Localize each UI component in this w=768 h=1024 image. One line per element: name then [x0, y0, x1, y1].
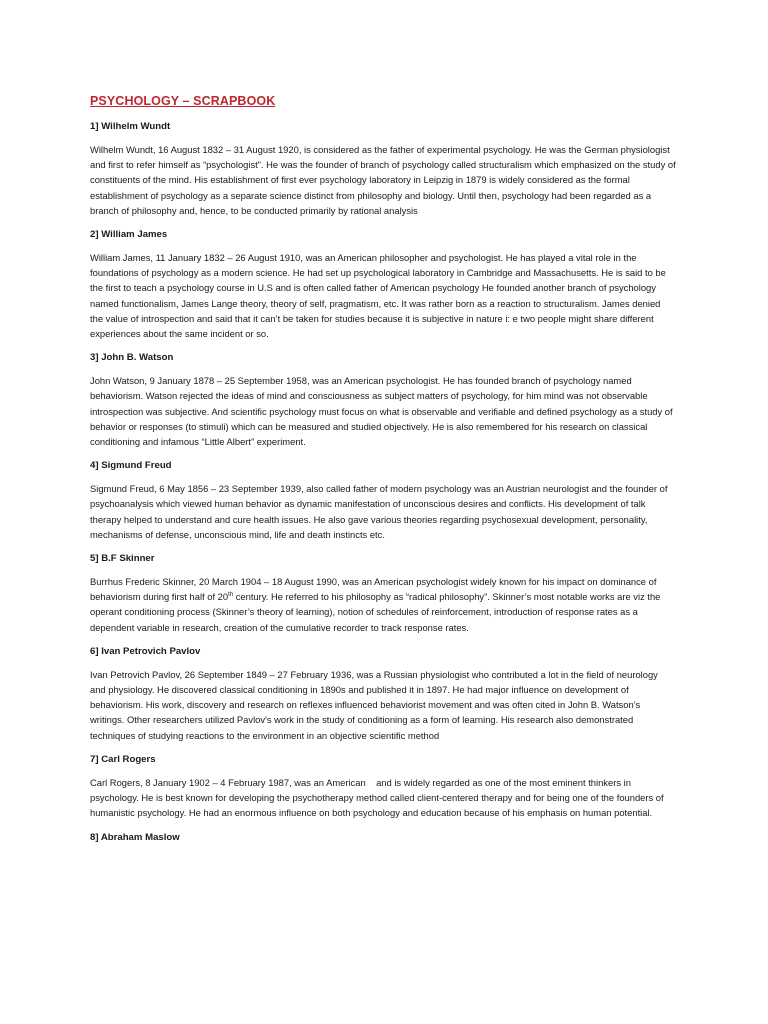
- section-maslow: [90, 832, 676, 843]
- document-title: PSYCHOLOGY – SCRAPBOOK: [90, 94, 276, 108]
- section-body: Ivan Petrovich Pavlov, 26 September 1849 – 27 February 1936, was a Russian physiologist who contributed a lot in the field of neurology and physiology. He discovered classical conditioning in 1890s and published it in 1897. He had major influence on development of behaviorism. His work, discovery and research on reflexes influenced behaviorist movement and was often cited in John B. Watson's writings. Other researchers utilized Pavlov's work in the study of conditioning as a form of learning. His research also demonstrated techniques of studying reactions to the environment in an objective scientific method: [90, 668, 658, 741]
- section-heading: 6] Ivan Petrovich Pavlov: [90, 645, 201, 657]
- section-pavlov: [90, 646, 676, 743]
- ordinal-suffix: th: [228, 592, 234, 599]
- section-watson: [90, 352, 676, 449]
- section-skinner: [90, 553, 676, 635]
- section-heading: 8] Abraham Maslow: [90, 831, 180, 843]
- section-heading: 2] William James: [90, 229, 168, 241]
- section-body: William James, 11 January 1832 – 26 August 1910, was an American philosopher and psychologist. He has played a vital role in the foundations of psychology as a modern science. He had set up psychological laboratory in Cambridge and Massachusetts. He is said to be the first to teach a psychology course in U.S and is often called father of American psychology He founded another branch of psychology named functionalism, James Lange theory, theory of self, pragmatism, etc. It was rather born as a reaction to structuralism. James denied the value of introspection and said that it can’t be taken for studies because it is subjective in nature i: e two people might share different experiences about the same incident or so.: [90, 252, 666, 340]
- section-heading: 4] Sigmund Freud: [90, 460, 172, 472]
- section-heading: 7] Carl Rogers: [90, 753, 156, 765]
- section-body: Wilhelm Wundt, 16 August 1832 – 31 August 1920, is considered as the father of experimental psychology. He was the German physiologist and first to refer himself as “psychologist”. He was the founder of branch of psychology called structuralism which emphasized on the study of constituents of the mind. His establishment of first ever psychology laboratory in Leipzig in 1879 is widely considered as the formal establishment of psychology as a separate science distinct from philosophy and biology. Until then, psychology had been regarded as a branch of philosophy and, hence, to be conducted primarily by rational analysis: [90, 144, 676, 216]
- body-text: century. He referred to his philosophy as “radical philosophy”. Skinner’s most notable works are viz the operant conditioning process (Skinner’s theory of learning), notion of schedules of reinforcement, introduction of response rates as a dependent variable in research, creation of the cumulative recorder to track response rates.: [90, 591, 661, 633]
- section-body: John Watson, 9 January 1878 – 25 September 1958, was an American psychologist. He has founded branch of psychology named behaviorism. Watson rejected the ideas of mind and consciousness as subject matters of psychology, for him mind was not observable introspection was subjective. And scientific psychology must focus on what is observable and verifiable and defined psychology as a study of behavior or responses (to stimuli) which can be measured and studied objectively. He is also remembered for his research on classical conditioning and infamous “Little Albert” experiment.: [90, 375, 673, 448]
- section-heading: 3] John B. Watson: [90, 352, 174, 364]
- section-body: Carl Rogers, 8 January 1902 – 4 February 1987, was an American and is widely regarded as one of the most eminent thinkers in psychology. He is best known for developing the psychotherapy method called client-centered therapy and for being one of the founders of humanistic psychology. He had an enormous influence on both psychology and education because of his emphasis on human potential.: [90, 776, 667, 819]
- section-body: [90, 574, 676, 635]
- section-heading: 1] Wilhelm Wundt: [90, 121, 171, 132]
- section-freud: [90, 460, 676, 542]
- body-text: Burrhus Frederic Skinner, 20 March 1904 – 18 August 1990, was an American psychologist widely known for his impact on dominance of behaviorism during first half of 20: [90, 576, 657, 603]
- section-body: Sigmund Freud, 6 May 1856 – 23 September 1939, also called father of modern psychology was an Austrian neurologist and the founder of psychoanalysis which viewed human behavior as dynamic manifestation of unconscious desires and conflicts. His development of talk therapy helped to understand and cure health issues. He also gave various theories regarding psychosexual development, personality, mechanisms of defense, unconscious mind, life and death instincts etc.: [90, 483, 668, 540]
- section-rogers: [90, 754, 676, 821]
- section-wundt: [90, 121, 676, 218]
- section-heading: 5] B.F Skinner: [90, 553, 155, 565]
- section-james: [90, 229, 676, 341]
